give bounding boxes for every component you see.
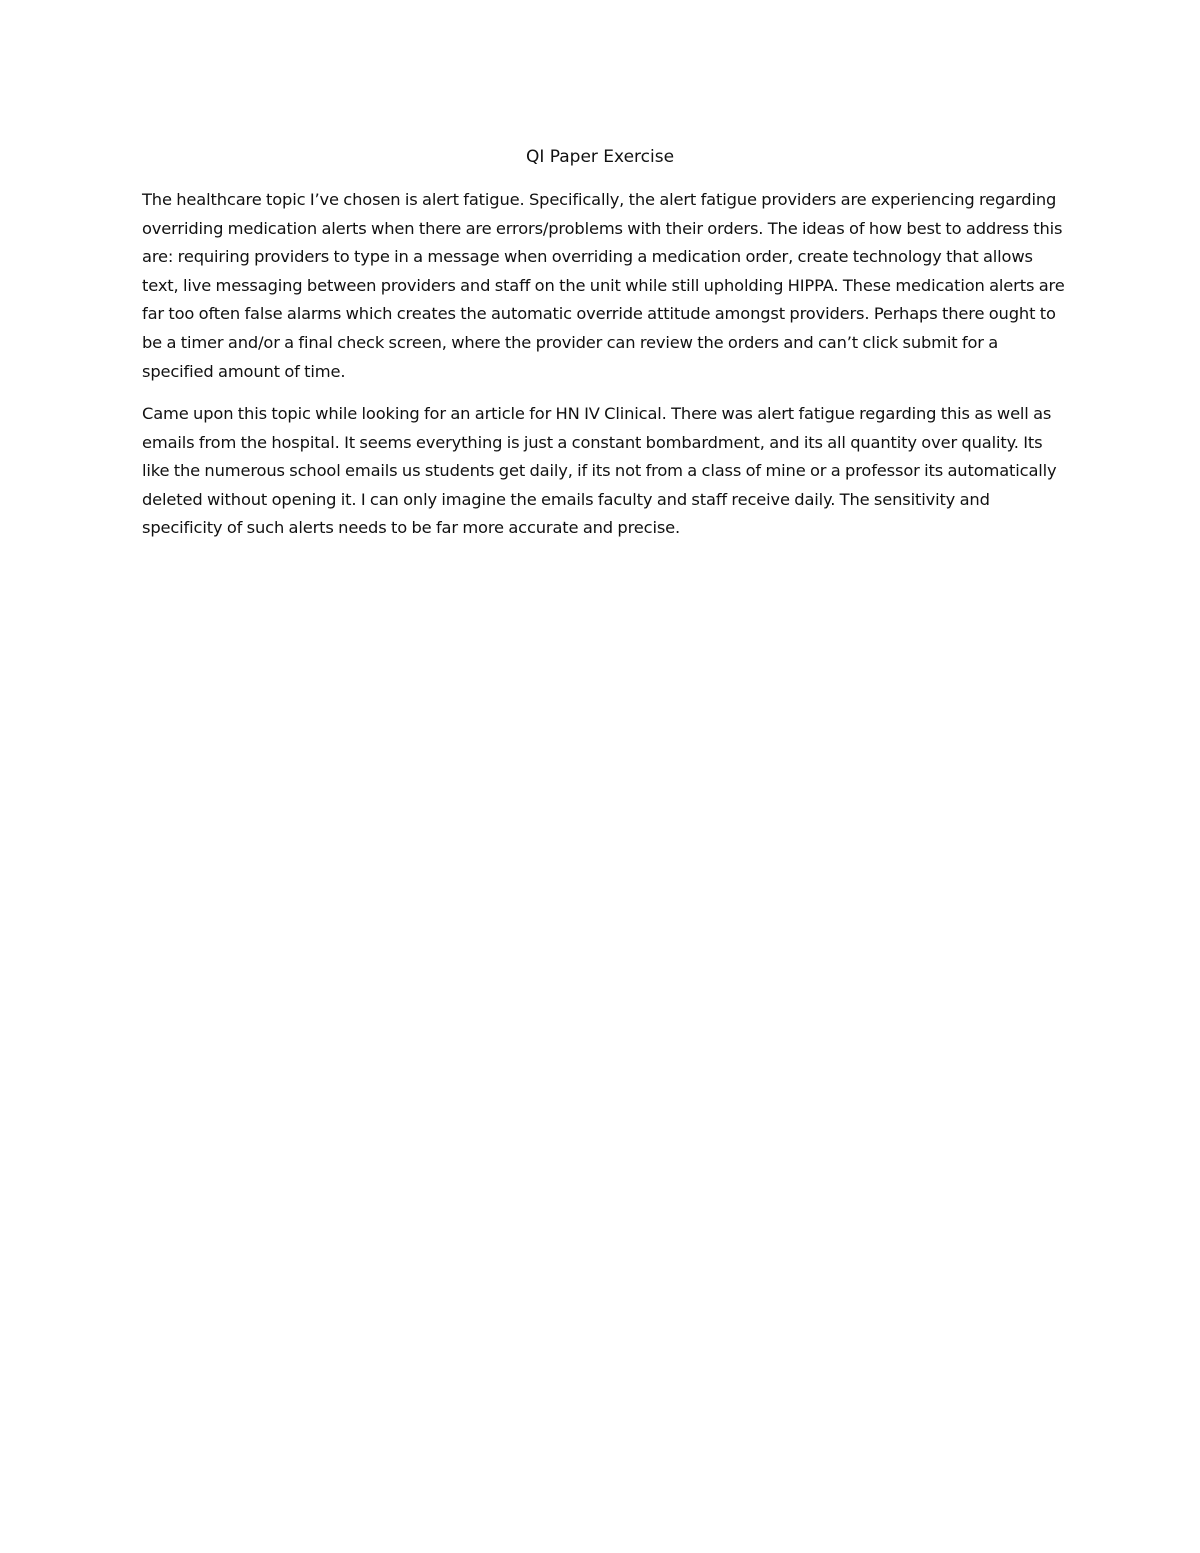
document-title: QI Paper Exercise [525,147,675,167]
body-paragraph-2: Came upon this topic while looking for an article for HN IV Clinical. There was alert fatigue regarding this as well as emails from the hospital. It seems everything is just a constant bombardment, and its all quantity over quality. Its like the numerous school emails us students get daily, if its not from a class of mine or a professor its automatically deleted without opening it. I can only imagine the emails faculty and staff receive daily. The sensitivity and specificity of such alerts needs to be far more accurate and precise. [142,404,1057,538]
body-paragraph-1: The healthcare topic I’ve chosen is alert fatigue. Specifically, the alert fatigue providers are experiencing regarding overriding medication alerts when there are errors/problems with their orders. The ideas of how best to address this are: requiring providers to type in a message when overriding a medication order, create technology that allows text, live messaging between providers and staff on the unit while still upholding HIPPA. These medication alerts are far too often false alarms which creates the automatic override attitude amongst providers. Perhaps there ought to be a timer and/or a final check screen, where the provider can review the orders and can’t click submit for a specified amount of time. [142,190,1065,381]
